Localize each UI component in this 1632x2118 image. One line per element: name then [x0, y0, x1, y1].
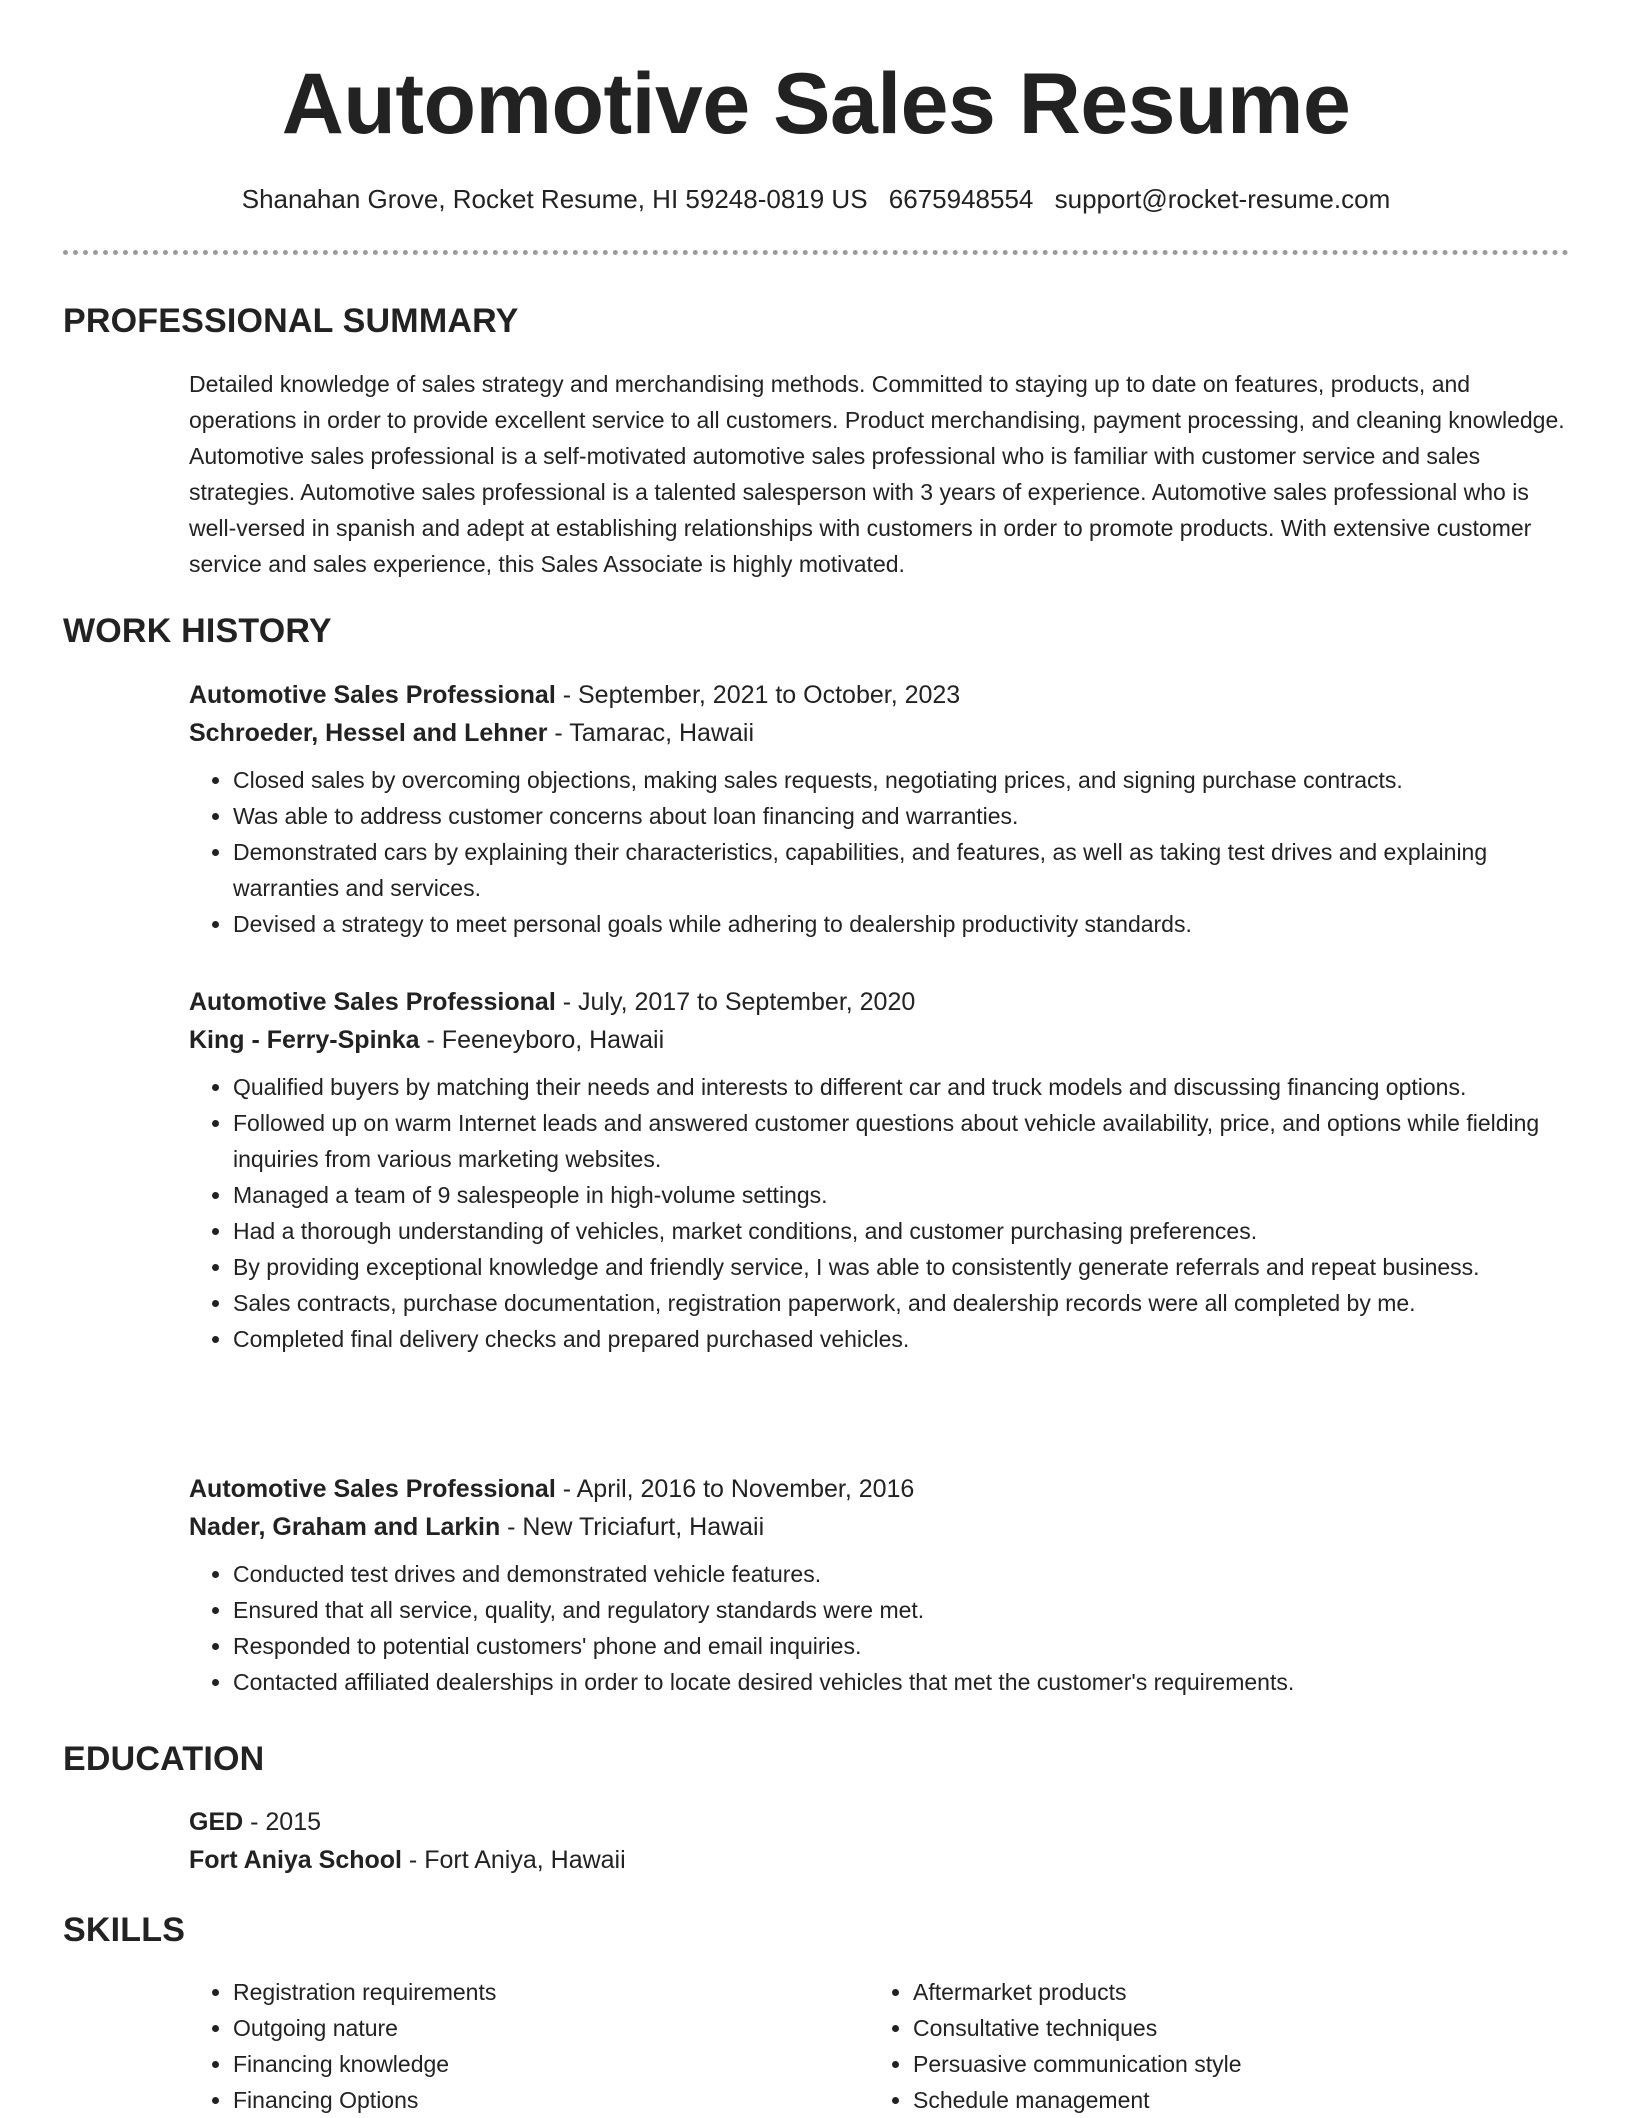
list-item: • Consultative techniques: [913, 2010, 1569, 2046]
list-item: • Followed up on warm Internet leads and answered customer questions about vehicle availability, price, and options while fielding inquiries from various marketing websites.: [233, 1105, 1569, 1177]
list-item: • Outgoing nature: [233, 2010, 869, 2046]
job-location: - Feeneyboro, Hawaii: [419, 1026, 665, 1054]
job-dates: - September, 2021 to October, 2023: [555, 681, 961, 709]
job-bullet-list: [189, 1069, 1569, 1357]
section-title-summary: PROFESSIONAL SUMMARY: [63, 302, 519, 340]
list-item: • Financing Options: [233, 2082, 869, 2118]
job-bullet-list: [189, 762, 1569, 942]
page-title: Automotive Sales Resume: [281, 56, 1351, 152]
list-item: • By providing exceptional knowledge and friendly service, I was able to consistently generate referrals and repeat business.: [233, 1249, 1569, 1285]
job-company-line: [189, 1508, 1569, 1546]
list-item: • Responded to potential customers' phone and email inquiries.: [233, 1628, 1569, 1664]
education-degree-line: [189, 1803, 1569, 1841]
section-title-work-history: WORK HISTORY: [63, 612, 332, 650]
job-title-line: [189, 1470, 1569, 1508]
contact-email: support@rocket-resume.com: [1054, 184, 1391, 214]
job-entry-2: [189, 983, 1569, 1357]
job-title-line: [189, 676, 1569, 714]
list-item: • Ensured that all service, quality, and regulatory standards were met.: [233, 1592, 1569, 1628]
job-bullet-list: [189, 1556, 1569, 1700]
list-item: • Persuasive communication style: [913, 2046, 1569, 2082]
job-entry-3: [189, 1470, 1569, 1700]
contact-address: Shanahan Grove, Rocket Resume, HI 59248-0819 US: [241, 184, 868, 214]
section-title-skills: SKILLS: [63, 1911, 186, 1949]
skills-grid: [189, 1974, 1569, 2118]
list-item: • Demonstrated cars by explaining their characteristics, capabilities, and features, as well as taking test drives and explaining warranties and services.: [233, 834, 1569, 906]
job-role: Automotive Sales Professional: [189, 988, 556, 1016]
list-item: • Closed sales by overcoming objections, making sales requests, negotiating prices, and signing purchase contracts.: [233, 762, 1569, 798]
skills-list-right: [869, 1974, 1569, 2118]
list-item: • Completed final delivery checks and prepared purchased vehicles.: [233, 1321, 1569, 1357]
list-item: • Contacted affiliated dealerships in order to locate desired vehicles that met the customer's requirements.: [233, 1664, 1569, 1700]
contact-line: [0, 182, 1632, 216]
job-role: Automotive Sales Professional: [189, 1475, 556, 1503]
section-title-education: EDUCATION: [63, 1740, 265, 1778]
job-company: King - Ferry-Spinka: [189, 1026, 420, 1054]
education-school: Fort Aniya School: [189, 1846, 402, 1874]
skills-list-left: [189, 1974, 869, 2118]
education-school-line: [189, 1841, 1569, 1879]
list-item: • Devised a strategy to meet personal goals while adhering to dealership productivity standards.: [233, 906, 1569, 942]
summary-text: Detailed knowledge of sales strategy and merchandising methods. Committed to staying up to date on features, products, and operations in order to provide excellent service to all customers. Product merchandising, payment processing, and cleaning knowledge. Automotive sales professional is a self-motivated automotive sales professional who is familiar with customer service and sales strategies. Automotive sales professional is a talented salesperson with 3 years of experience. Automotive sales professional who is well-versed in spanish and adept at establishing relationships with customers in order to promote products. With extensive customer service and sales experience, this Sales Associate is highly motivated.: [189, 371, 1565, 577]
job-title-line: [189, 983, 1569, 1021]
job-location: - Tamarac, Hawaii: [547, 719, 755, 747]
list-item: • Qualified buyers by matching their needs and interests to different car and truck models and discussing financing options.: [233, 1069, 1569, 1105]
job-company: Schroeder, Hessel and Lehner: [189, 719, 548, 747]
education-year: - 2015: [243, 1808, 322, 1836]
job-dates: - July, 2017 to September, 2020: [555, 988, 916, 1016]
list-item: • Financing knowledge: [233, 2046, 869, 2082]
summary-block: [189, 366, 1569, 582]
list-item: • Managed a team of 9 salespeople in high-volume settings.: [233, 1177, 1569, 1213]
education-entry: [189, 1803, 1569, 1879]
list-item: • Registration requirements: [233, 1974, 869, 2010]
education-degree: GED: [189, 1808, 244, 1836]
contact-phone: 6675948554: [888, 184, 1034, 214]
job-entry-1: [189, 676, 1569, 942]
list-item: • Had a thorough understanding of vehicles, market conditions, and customer purchasing preferences.: [233, 1213, 1569, 1249]
job-dates: - April, 2016 to November, 2016: [555, 1475, 915, 1503]
list-item: • Conducted test drives and demonstrated vehicle features.: [233, 1556, 1569, 1592]
list-item: • Aftermarket products: [913, 1974, 1569, 2010]
list-item: • Was able to address customer concerns about loan financing and warranties.: [233, 798, 1569, 834]
job-company: Nader, Graham and Larkin: [189, 1513, 501, 1541]
job-location: - New Triciafurt, Hawaii: [500, 1513, 765, 1541]
education-location: - Fort Aniya, Hawaii: [401, 1846, 626, 1874]
list-item: • Schedule management: [913, 2082, 1569, 2118]
job-company-line: [189, 714, 1569, 752]
job-role: Automotive Sales Professional: [189, 681, 556, 709]
list-item: • Sales contracts, purchase documentation, registration paperwork, and dealership records were all completed by me.: [233, 1285, 1569, 1321]
header-divider: [63, 250, 1569, 255]
job-company-line: [189, 1021, 1569, 1059]
